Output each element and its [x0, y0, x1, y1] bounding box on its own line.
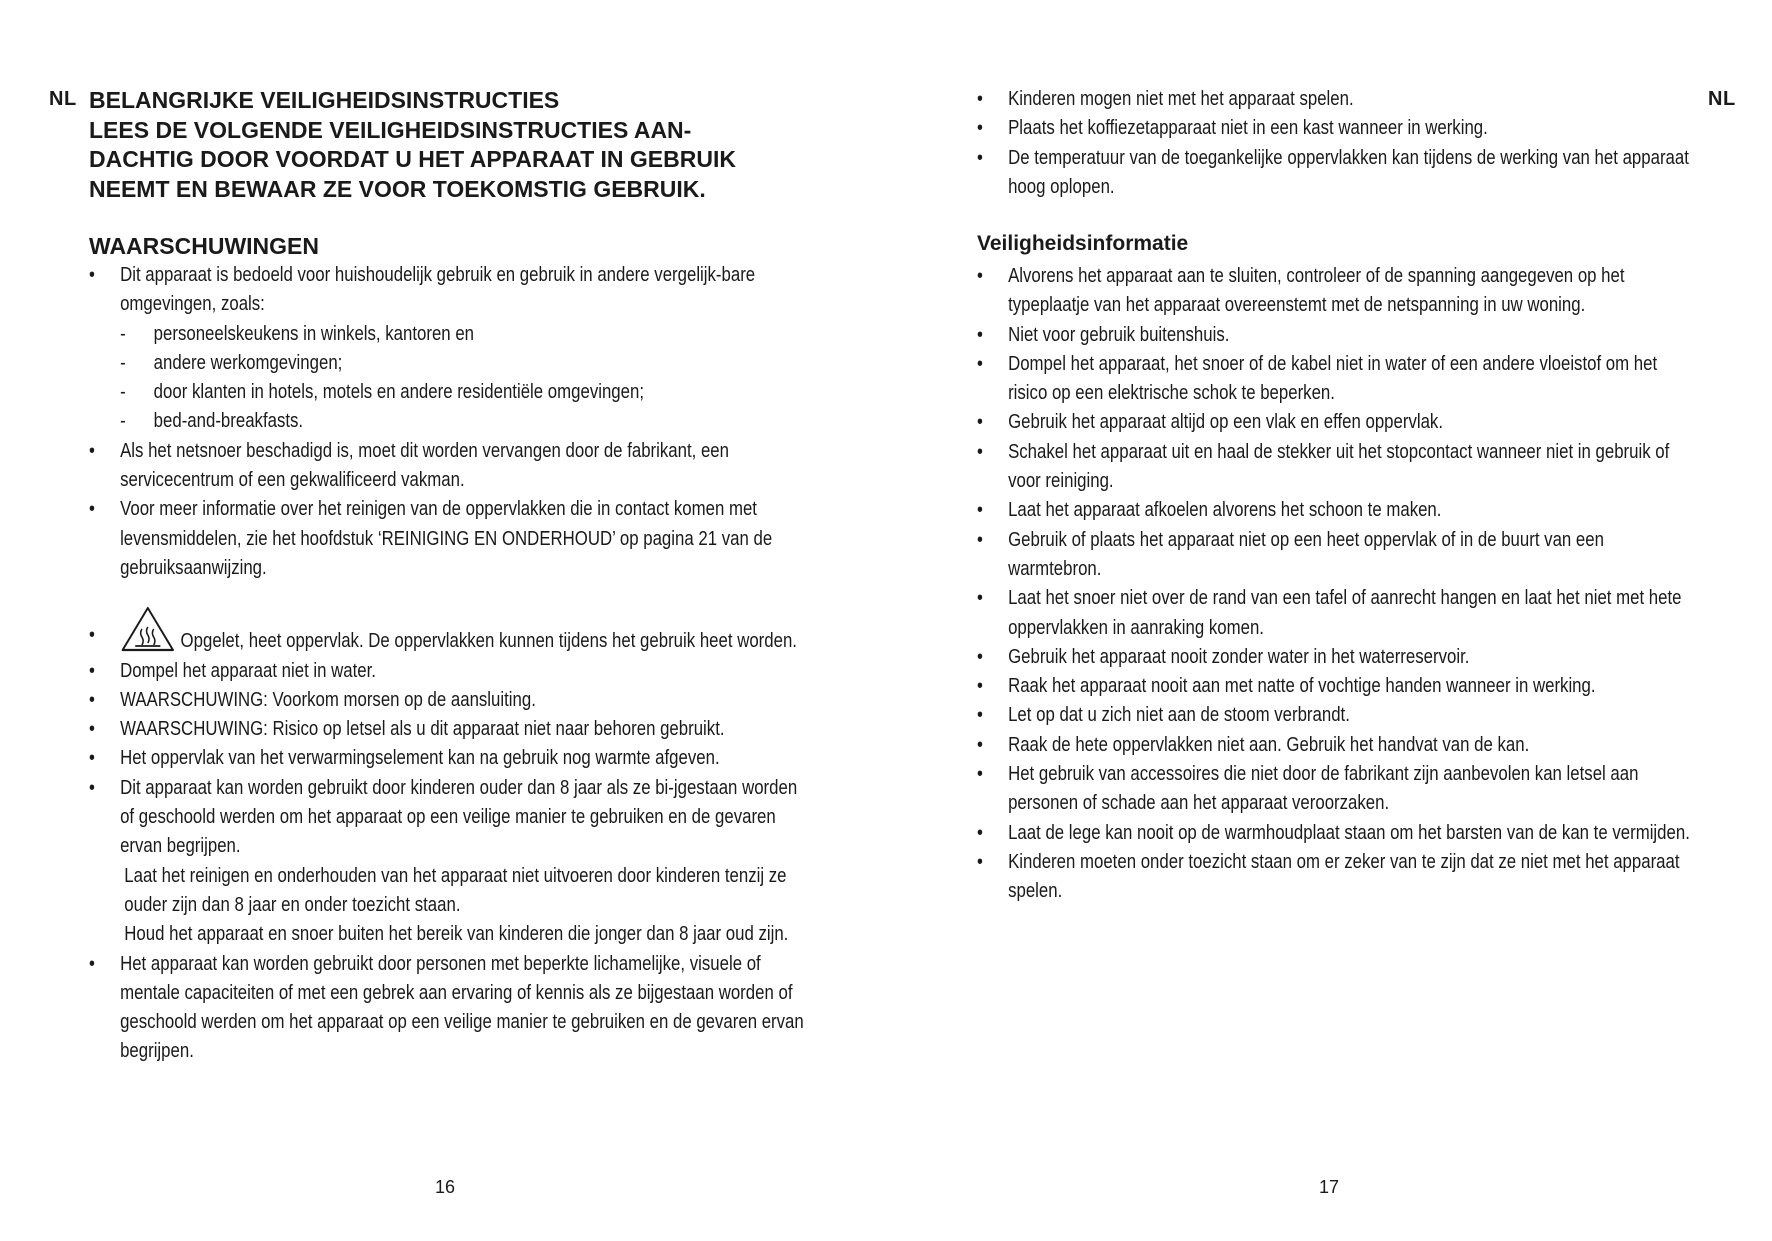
list-item — [89, 744, 805, 773]
list-item — [89, 774, 805, 950]
item-text: Alvorens het apparaat aan te sluiten, controleer of de spanning aangegeven op het typeplaatje van het apparaat overeenstemt met de netspanning in uw woning. — [1008, 265, 1625, 317]
bullet: • — [977, 645, 983, 668]
item-text: Kinderen mogen niet met het apparaat spelen. — [1008, 88, 1354, 110]
sub-item-text: andere werkomgevingen; — [153, 351, 343, 374]
list-item — [977, 496, 1693, 525]
bullet: • — [977, 587, 983, 610]
bullet: • — [977, 265, 983, 287]
bullet: • — [977, 117, 983, 140]
item-text: Dit apparaat is bedoeld voor huishoudelijk gebruik en gebruik in andere vergelijk-bare omgevingen, zoals: — [120, 264, 756, 316]
item-text: Voor meer informatie over het reinigen van de oppervlakken die in contact komen met levensmiddelen, zie het hoofdstuk ‘REINIGING EN ONDERHOUD’ op pagina 21 van de gebruiksaanwijzing. — [120, 498, 773, 579]
item-text: Niet voor gebruik buitenshuis. — [1008, 323, 1230, 346]
item-text: Laat de lege kan nooit op de warmhoudplaat staan om het barsten van de kan te vermijden. — [1008, 821, 1690, 844]
bullet: • — [977, 440, 983, 463]
list-item — [977, 114, 1693, 143]
bullet: • — [89, 952, 95, 975]
item-text: Het apparaat kan worden gebruikt door personen met beperkte lichamelijke, visuele of mentale capaciteiten of met een gebrek aan ervaring of kennis als ze bijgestaan worden of geschoold werden om het apparaat op een veilige manier te gebruiken en de gevaren ervan begrijpen. — [120, 952, 804, 1063]
bullet: • — [977, 821, 983, 844]
item-text: Raak de hete oppervlakken niet aan. Gebruik het handvat van de kan. — [1008, 733, 1530, 756]
list-item — [977, 526, 1693, 585]
list-item — [977, 262, 1693, 321]
sub-item — [120, 378, 805, 407]
bullet: • — [977, 146, 983, 169]
item-text: Plaats het koffiezetapparaat niet in een kast wanneer in werking. — [1008, 117, 1488, 140]
item-text: Als het netsnoer beschadigd is, moet dit worden vervangen door de fabrikant, een servicecentrum of een gekwalificeerd vakman. — [120, 439, 730, 492]
item-text: Let op dat u zich niet aan de stoom verbrandt. — [1008, 704, 1350, 727]
list-item — [977, 848, 1693, 907]
list-item — [977, 819, 1693, 848]
list-item — [89, 950, 805, 1067]
list-item — [977, 438, 1693, 497]
bullet: • — [89, 718, 95, 741]
list-item — [977, 350, 1693, 409]
children-cleaning-note: Laat het reinigen en onderhouden van het apparaat niet uitvoeren door kinderen tenzij ze ouder zijn dan 8 jaar en onder toezicht staan. — [124, 864, 787, 916]
bullet: • — [977, 323, 983, 346]
item-text: Laat het snoer niet over de rand van een tafel of aanrecht hangen en laat het niet met hete oppervlakken in aanraking komen. — [1008, 587, 1682, 639]
bullet: • — [977, 411, 983, 434]
language-marker: NL — [1708, 88, 1736, 110]
bullet: • — [977, 528, 983, 551]
item-text: Gebruik of plaats het apparaat niet op een heet oppervlak of in de buurt van een warmtebron. — [1008, 528, 1604, 580]
bullet: • — [977, 675, 983, 698]
list-item — [977, 672, 1693, 701]
warnings-list — [89, 261, 805, 1067]
intro-line: NEEMT EN BEWAAR ZE VOOR TOEKOMSTIG GEBRUIK. — [89, 175, 706, 202]
list-item — [89, 495, 805, 583]
list-item — [89, 715, 805, 744]
dash: - — [120, 351, 126, 374]
list-item — [977, 85, 1693, 114]
children-reach-note: Houd het apparaat en snoer buiten het bereik van kinderen die jonger dan 8 jaar oud zijn. — [124, 923, 789, 946]
bullet: • — [89, 264, 95, 286]
language-marker: NL — [49, 88, 77, 110]
sub-item — [120, 407, 805, 436]
page-number: 16 — [435, 1177, 456, 1197]
list-item — [89, 261, 805, 437]
item-text: Schakel het apparaat uit en haal de stekker uit het stopcontact wanneer niet in gebruik of voor reiniging. — [1008, 440, 1670, 493]
bullet: • — [977, 763, 983, 786]
sub-item-text: bed-and-breakfasts. — [153, 410, 304, 433]
bullet: • — [977, 850, 983, 873]
bullet: • — [89, 498, 95, 521]
item-text: Dompel het apparaat, het snoer of de kabel niet in water of een andere vloeistof om het risico op een elektrische schok te beperken. — [1008, 352, 1658, 405]
bullet: • — [977, 733, 983, 756]
list-item — [89, 437, 805, 496]
item-text: Gebruik het apparaat altijd op een vlak en effen oppervlak. — [1008, 411, 1444, 434]
warnings-title: WAARSCHUWINGEN — [89, 233, 319, 259]
list-item — [977, 321, 1693, 350]
item-text: WAARSCHUWING: Risico op letsel als u dit apparaat niet naar behoren gebruikt. — [120, 718, 725, 741]
item-text: Laat het apparaat afkoelen alvorens het schoon te maken. — [1008, 499, 1442, 522]
list-item — [977, 731, 1693, 760]
bullet: • — [89, 776, 95, 799]
bullet: • — [89, 439, 95, 462]
sub-item — [120, 320, 805, 349]
sub-item-text: personeelskeukens in winkels, kantoren en — [153, 322, 475, 345]
bullet: • — [89, 624, 95, 647]
bullet: • — [89, 688, 95, 711]
list-item — [89, 583, 805, 656]
bullet: • — [89, 747, 95, 770]
list-item — [977, 584, 1693, 643]
list-item — [977, 701, 1693, 730]
item-text: Dit apparaat kan worden gebruikt door kinderen ouder dan 8 jaar als ze bi-jgestaan worden of geschoold werden om het apparaat op een veilige manier te gebruiken en de gevaren ervan begrijpen. — [120, 776, 798, 858]
bullet: • — [977, 499, 983, 522]
item-text: Raak het apparaat nooit aan met natte of vochtige handen wanneer in werking. — [1008, 675, 1596, 698]
item-text: Dompel het apparaat niet in water. — [120, 659, 376, 682]
list-item — [89, 657, 805, 686]
intro-line: DACHTIG DOOR VOORDAT U HET APPARAAT IN GEBRUIK — [89, 146, 736, 172]
sub-item — [120, 349, 805, 378]
list-item — [977, 144, 1693, 203]
right-page — [886, 0, 1772, 1241]
bullet: • — [977, 352, 983, 375]
dash: - — [120, 410, 126, 433]
item-text: Opgelet, heet oppervlak. De oppervlakken kunnen tijdens het gebruik heet worden. — [180, 630, 797, 653]
safety-info-list — [977, 262, 1693, 907]
sub-list — [120, 320, 805, 437]
bullet: • — [977, 704, 983, 727]
item-text: WAARSCHUWING: Voorkom morsen op de aansluiting. — [120, 688, 536, 711]
list-item — [977, 760, 1693, 819]
item-text: Kinderen moeten onder toezicht staan om er zeker van te zijn dat ze niet met het apparaat spelen. — [1008, 850, 1680, 903]
item-text: Het gebruik van accessoires die niet door de fabrikant zijn aanbevolen kan letsel aan personen of schade aan het apparaat veroorzaken. — [1008, 763, 1639, 815]
dash: - — [120, 322, 126, 345]
top-warnings-list — [977, 85, 1693, 202]
sub-item-text: door klanten in hotels, motels en andere residentiële omgevingen; — [153, 381, 644, 404]
intro-line: BELANGRIJKE VEILIGHEIDSINSTRUCTIES — [89, 87, 560, 113]
list-item — [977, 408, 1693, 437]
safety-info-title: Veiligheidsinformatie — [977, 232, 1189, 255]
item-text: Het oppervlak van het verwarmingselement kan na gebruik nog warmte afgeven. — [120, 747, 720, 770]
bullet: • — [977, 88, 983, 110]
intro-line: LEES DE VOLGENDE VEILIGHEIDSINSTRUCTIES AAN- — [89, 116, 692, 143]
bullet: • — [89, 659, 95, 682]
hot-surface-warning-icon — [120, 605, 175, 653]
dash: - — [120, 381, 126, 404]
list-item — [977, 643, 1693, 672]
item-text: Gebruik het apparaat nooit zonder water in het waterreservoir. — [1008, 645, 1470, 668]
item-text: De temperatuur van de toegankelijke oppervlakken kan tijdens de werking van het apparaat hoog oplopen. — [1008, 146, 1689, 198]
list-item — [89, 686, 805, 715]
important-instructions-heading — [89, 86, 809, 204]
page-number: 17 — [1319, 1177, 1340, 1197]
